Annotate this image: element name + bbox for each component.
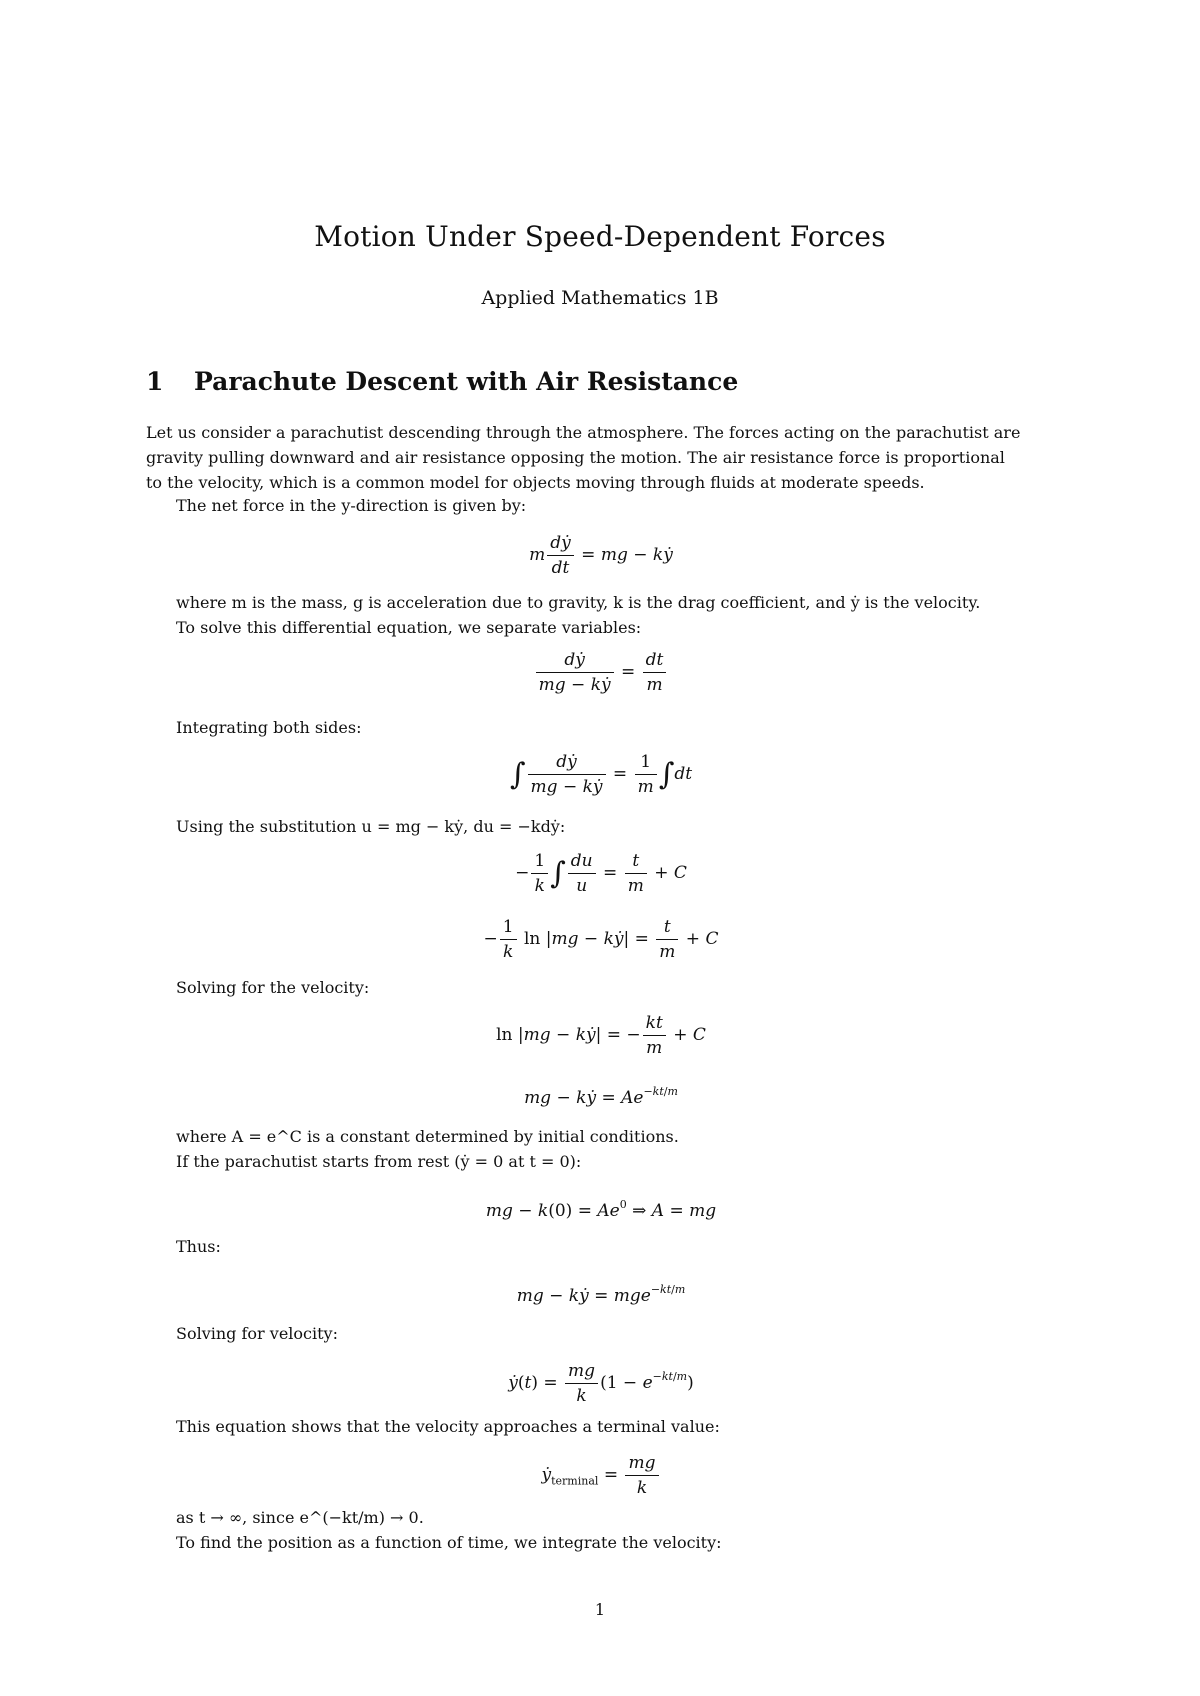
rest-condition-text: If the parachutist starts from rest (ẏ = 0 at t = 0): [176, 1152, 582, 1171]
equation-11: ẏ$_{terminal}$ = $\frac{mg}{k}$ [146, 1453, 1056, 1498]
intro-paragraph-line3: to the velocity, which is a common model for objects moving through fluids at moderate speeds. [146, 473, 925, 492]
where-A-text: where A = e^C is a constant determined by initial conditions. [176, 1127, 679, 1146]
terminal-intro-text: This equation shows that the velocity approaches a terminal value: [176, 1417, 720, 1436]
equation-1: m $\frac{\text{dẏ}}{dt}$ = mg − kẏ [529, 533, 673, 578]
section-number: 1 [146, 367, 164, 396]
where-variables-text: where m is the mass, g is acceleration due to gravity, k is the drag coefficient, and ẏ is the velocity. [176, 593, 981, 612]
net-force-text: The net force in the y-direction is given by: [176, 496, 527, 515]
as-t-text: as t → ∞, since e^(−kt/m) → 0. [176, 1508, 424, 1527]
equation-3: ∫ $\frac{\text{dẏ}}{\text{mg − kẏ}}$ = $\frac{1}{m}$ ∫dt [509, 752, 693, 797]
equation-2: $\frac{\text{dẏ}}{\text{mg − kẏ}}$ = $\frac{dt}{m}$ [146, 650, 1056, 695]
equation-10: ẏ(t) = $\frac{mg}{k}$ $(1 - e^{-kt/m})$ [508, 1361, 694, 1406]
equation-5: − $\frac{1}{k}$ ln |mg − kẏ| = $\frac{t}{m}$ + C [483, 917, 719, 962]
page-number: 1 [594, 1600, 606, 1619]
page-title: Motion Under Speed-Dependent Forces [314, 220, 886, 253]
equation-9: mg − kẏ = mge$^{-kt/m}$ [516, 1283, 686, 1306]
thus-text: Thus: [176, 1237, 221, 1256]
section-title: Parachute Descent with Air Resistance [194, 367, 739, 396]
intro-paragraph-line1: Let us consider a parachutist descending through the atmosphere. The forces acting on the parachutist are [146, 423, 1021, 442]
solving-for-velocity-text: Solving for velocity: [176, 1324, 338, 1343]
equation-6: ln |mg − kẏ| = − $\frac{kt}{m}$ + C [496, 1013, 706, 1058]
solving-velocity-text: Solving for the velocity: [176, 978, 370, 997]
substitution-text: Using the substitution u = mg − kẏ, du = −kdẏ: [176, 817, 566, 836]
intro-paragraph-line2: gravity pulling downward and air resistance opposing the motion. The air resistance force is proportional [146, 448, 1005, 467]
integrating-text: Integrating both sides: [176, 718, 362, 737]
equation-4: − $\frac{1}{k}$ ∫ $\frac{du}{u}$ = $\frac{t}{m}$ + C [515, 851, 687, 896]
page-subtitle: Applied Mathematics 1B [481, 287, 719, 309]
position-text: To find the position as a function of time, we integrate the velocity: [176, 1533, 722, 1552]
section-heading [146, 367, 738, 396]
separate-variables-text: To solve this differential equation, we separate variables: [176, 618, 642, 637]
equation-8: mg − $k(0) = Ae^0$ ⇒ A = mg [485, 1198, 717, 1221]
equation-7: mg − kẏ = $Ae^{-kt/m}$ [524, 1085, 678, 1108]
